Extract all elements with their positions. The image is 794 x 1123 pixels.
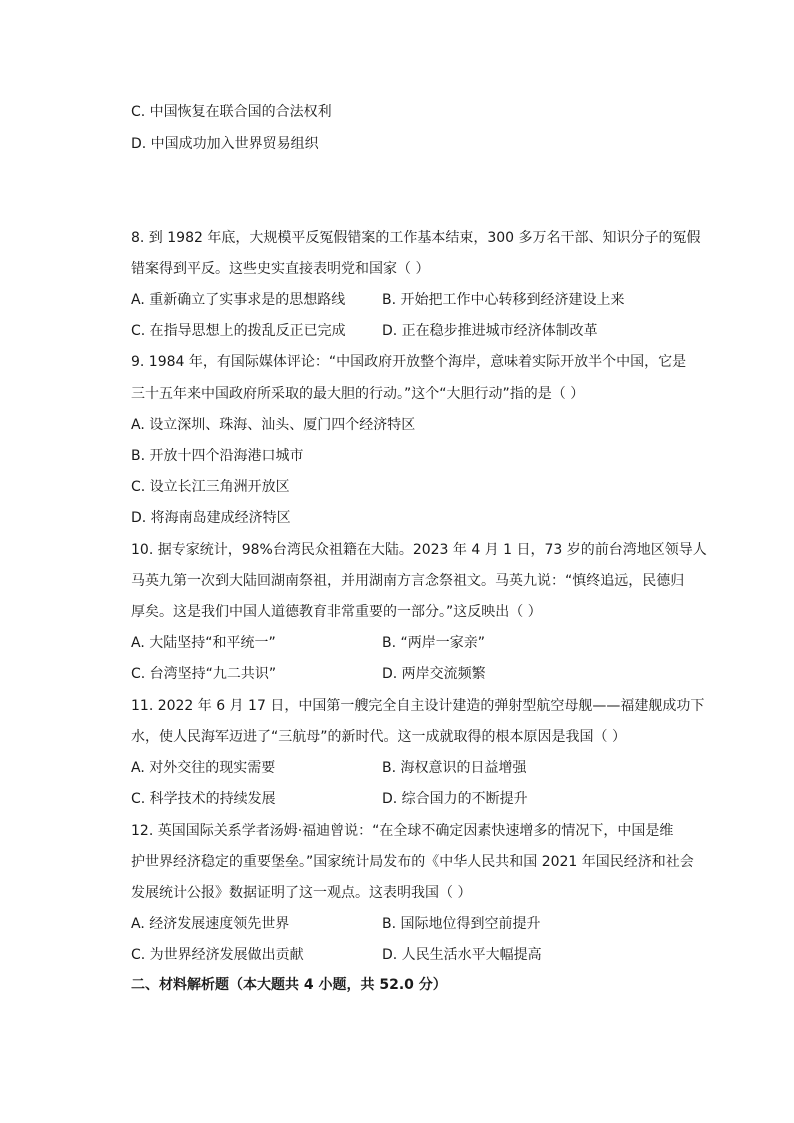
q7-option-d: D. 中国成功加入世界贸易组织: [131, 136, 319, 152]
q8-option-d: D. 正在稳步推进城市经济体制改革: [382, 323, 598, 339]
q10-option-c: C. 台湾坚持“九二共识”: [131, 666, 277, 682]
q10-option-b: B. “两岸一家亲”: [382, 635, 486, 651]
q10-options-ab: [131, 633, 701, 653]
q10-options-cd: [131, 664, 701, 684]
section2-heading: 二、材料解析题（本大题共 4 小题，共 52.0 分）: [131, 977, 447, 993]
q9-stem-line1: 9. 1984 年，有国际媒体评论：“中国政府开放整个海岸，意味着实际开放半个中国，它是: [131, 354, 687, 370]
q9-option-d: D. 将海南岛建成经济特区: [131, 510, 291, 526]
q10-option-a: A. 大陆坚持“和平统一”: [131, 635, 276, 651]
q7-option-c: C. 中国恢复在联合国的合法权利: [131, 104, 332, 120]
q12-option-c: C. 为世界经济发展做出贡献: [131, 947, 304, 963]
q10-stem-line1: 10. 据专家统计，98%台湾民众祖籍在大陆。2023 年 4 月 1 日，73 岁的前台湾地区领导人: [131, 542, 707, 558]
q10-stem-line2: 马英九第一次到大陆回湖南祭祖，并用湖南方言念祭祖文。马英九说：“慎终追远，民德归: [131, 573, 685, 589]
q8-stem-line2: 错案得到平反。这些史实直接表明党和国家（ ）: [131, 261, 430, 277]
q11-option-b: B. 海权意识的日益增强: [382, 760, 527, 776]
q9-stem-line2: 三十五年来中国政府所采取的最大胆的行动。”这个“大胆行动”指的是（ ）: [131, 386, 585, 402]
q12-options-ab: [131, 914, 701, 934]
q9-option-b: B. 开放十四个沿海港口城市: [131, 448, 304, 464]
q8-option-c: C. 在指导思想上的拨乱反正已完成: [131, 323, 346, 339]
q8-options-cd: [131, 321, 701, 341]
q11-stem-line2: 水，使人民海军迈进了“三航母”的新时代。这一成就取得的根本原因是我国（ ）: [131, 729, 626, 745]
q9-option-c: C. 设立长江三角洲开放区: [131, 479, 290, 495]
q11-options-ab: [131, 758, 701, 778]
q8-option-a: A. 重新确立了实事求是的思想路线: [131, 292, 346, 308]
q12-option-d: D. 人民生活水平大幅提高: [382, 947, 542, 963]
q12-stem-line1: 12. 英国国际关系学者汤姆·福迪曾说：“在全球不确定因素快速增多的情况下，中国是维: [131, 823, 674, 839]
q10-option-d: D. 两岸交流频繁: [382, 666, 486, 682]
q12-stem-line2: 护世界经济稳定的重要堡垒。”国家统计局发布的《中华人民共和国 2021 年国民经济和社会: [131, 854, 694, 870]
q12-stem-line3: 发展统计公报》数据证明了这一观点。这表明我国（ ）: [131, 885, 472, 901]
q8-stem-line1: 8. 到 1982 年底，大规模平反冤假错案的工作基本结束，300 多万名干部、知识分子的冤假: [131, 230, 701, 246]
q11-option-a: A. 对外交往的现实需要: [131, 760, 276, 776]
q8-options-ab: [131, 290, 701, 310]
q10-stem-line3: 厚矣。这是我们中国人道德教育非常重要的一部分。”这反映出（ ）: [131, 604, 542, 620]
q11-option-d: D. 综合国力的不断提升: [382, 791, 528, 807]
q12-options-cd: [131, 945, 701, 965]
q9-option-a: A. 设立深圳、珠海、汕头、厦门四个经济特区: [131, 417, 416, 433]
q8-option-b: B. 开始把工作中心转移到经济建设上来: [382, 292, 625, 308]
q12-option-a: A. 经济发展速度领先世界: [131, 916, 290, 932]
q11-stem-line1: 11. 2022 年 6 月 17 日，中国第一艘完全自主设计建造的弹射型航空母舰——福建舰成功下: [131, 698, 705, 714]
q11-option-c: C. 科学技术的持续发展: [131, 791, 276, 807]
q11-options-cd: [131, 789, 701, 809]
q12-option-b: B. 国际地位得到空前提升: [382, 916, 541, 932]
